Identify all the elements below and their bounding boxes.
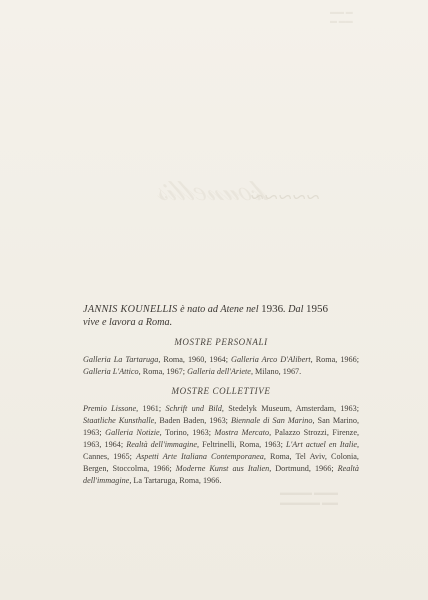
- since-year: 1956: [306, 303, 328, 315]
- collective-venue: Schrift und Bild: [165, 404, 222, 413]
- collective-info: , Dortmund, 1966;: [269, 464, 338, 473]
- personal-info: , Milano, 1967.: [250, 367, 302, 376]
- personal-info: , Roma, 1966;: [310, 355, 359, 364]
- collective-venue: Premio Lissone: [83, 404, 137, 413]
- artist-name: JANNIS KOUNELLIS: [83, 304, 178, 315]
- personal-venue: Galleria L'Attico: [83, 367, 139, 376]
- show-through-marks-top: ▬ ▬▬ ▬▬ ▬: [330, 8, 353, 25]
- collective-venue: Realtà dell'immagine: [83, 464, 359, 485]
- collective-info: , La Tartaruga, Roma, 1966.: [129, 476, 222, 485]
- collective-info: , Feltrinelli, Roma, 1963;: [197, 440, 286, 449]
- collective-info: , Baden Baden, 1963;: [154, 416, 231, 425]
- collective-info: , Cannes, 1965;: [83, 440, 360, 461]
- show-through-signature: 𝓀𝑜𝓊𝓃𝑒𝓁𝓁𝒾𝓈: [158, 176, 268, 207]
- show-through-marks-bottom: ▬▬▬ ▬▬▬▬ ▬▬ ▬▬▬▬▬: [280, 488, 338, 507]
- collective-exhibitions-heading: MOSTRE COLLETTIVE: [171, 386, 271, 396]
- collective-info: , Palazzo Strozzi, Firenze, 1963, 1964;: [83, 428, 359, 449]
- personal-exhibitions-heading: MOSTRE PERSONALI: [174, 337, 268, 347]
- collective-venue: Biennale di San Marino: [231, 416, 313, 425]
- bio-intro: [83, 303, 359, 329]
- personal-venue: Galleria Arco D'Alibert: [231, 355, 311, 364]
- collective-info: , San Marino, 1963;: [83, 416, 359, 437]
- collective-venue: L'Art actuel en Italie: [285, 440, 357, 449]
- collective-venue: Mostra Mercato: [214, 428, 270, 437]
- personal-exhibitions-list: [83, 354, 359, 378]
- biography-block: [83, 303, 359, 487]
- bio-rest: vive e lavora a Roma.: [83, 317, 173, 328]
- collective-info: , Stedelyk Museum, Amsterdam, 1963;: [221, 404, 359, 413]
- collective-info: , 1961;: [136, 404, 166, 413]
- personal-info: , Roma, 1960, 1964;: [158, 355, 232, 364]
- collective-info: , Torino, 1963;: [159, 428, 215, 437]
- collective-venue: Realtà dell'immagine: [126, 440, 198, 449]
- collective-venue: Aspetti Arte Italiana Contemporanea: [136, 452, 264, 461]
- personal-venue: Galleria La Tartaruga: [83, 355, 159, 364]
- personal-info: , Roma, 1967;: [138, 367, 188, 376]
- collective-venue: Moderne Kunst aus Italien: [175, 464, 270, 473]
- dal-text: . Dal: [283, 304, 304, 315]
- show-through-text: ~~~~~: [250, 185, 320, 211]
- collective-exhibitions-list: [83, 403, 359, 487]
- collective-venue: Galleria Notizie: [105, 428, 160, 437]
- collective-venue: Staatliche Kunsthalle: [83, 416, 155, 425]
- collective-info: , Roma, Tel Aviv, Colonia, Bergen, Stoccolma, 1966;: [83, 452, 359, 473]
- birth-year: 1936: [261, 303, 284, 315]
- personal-venue: Galleria dell'Ariete: [187, 367, 251, 376]
- born-text: è nato ad Atene nel: [180, 304, 259, 315]
